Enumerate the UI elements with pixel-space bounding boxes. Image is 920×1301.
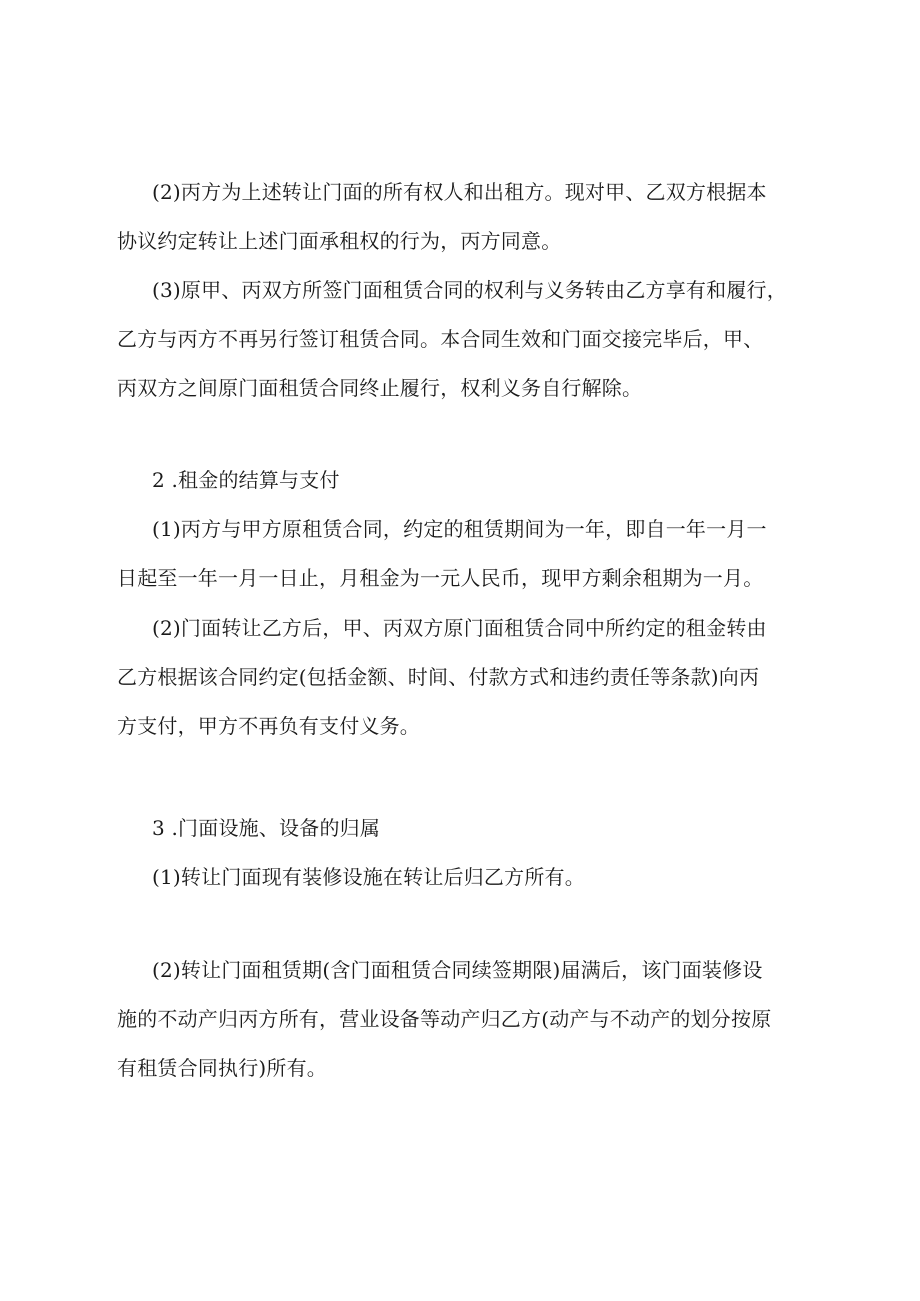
section-heading: 2 .租金的结算与支付 — [152, 468, 340, 492]
paragraph-line: 丙双方之间原门面租赁合同终止履行，权利义务自行解除。 — [117, 376, 643, 400]
paragraph-line: 乙方与丙方不再另行签订租赁合同。本合同生效和门面交接完毕后，甲、 — [117, 327, 764, 351]
paragraph-line: (2)门面转让乙方后，甲、丙双方原门面租赁合同中所约定的租金转由 — [152, 616, 767, 640]
paragraph-line: 协议约定转让上述门面承租权的行为，丙方同意。 — [117, 229, 562, 253]
paragraph-line: 有租赁合同执行)所有。 — [117, 1056, 328, 1080]
paragraph-line: 乙方根据该合同约定(包括金额、时间、付款方式和违约责任等条款)向丙 — [117, 665, 760, 689]
section-heading: 3 .门面设施、设备的归属 — [152, 816, 381, 840]
paragraph-line: 施的不动产归丙方所有，营业设备等动产归乙方(动产与不动产的划分按原 — [117, 1007, 772, 1031]
paragraph-line: (1)丙方与甲方原租赁合同，约定的租赁期间为一年，即自一年一月一 — [152, 517, 767, 541]
paragraph-line: (2)转让门面租赁期(含门面租赁合同续签期限)届满后，该门面装修设 — [152, 958, 763, 982]
paragraph-line: (2)丙方为上述转让门面的所有权人和出租方。现对甲、乙双方根据本 — [152, 180, 767, 204]
paragraph-line: (3)原甲、丙双方所签门面租赁合同的权利与义务转由乙方享有和履行， — [152, 278, 787, 302]
paragraph-line: 日起至一年一月一日止，月租金为一元人民币，现甲方剩余租期为一月。 — [117, 566, 764, 590]
paragraph-line: (1)转让门面现有装修设施在转让后归乙方所有。 — [152, 865, 585, 889]
paragraph-line: 方支付，甲方不再负有支付义务。 — [117, 714, 420, 738]
